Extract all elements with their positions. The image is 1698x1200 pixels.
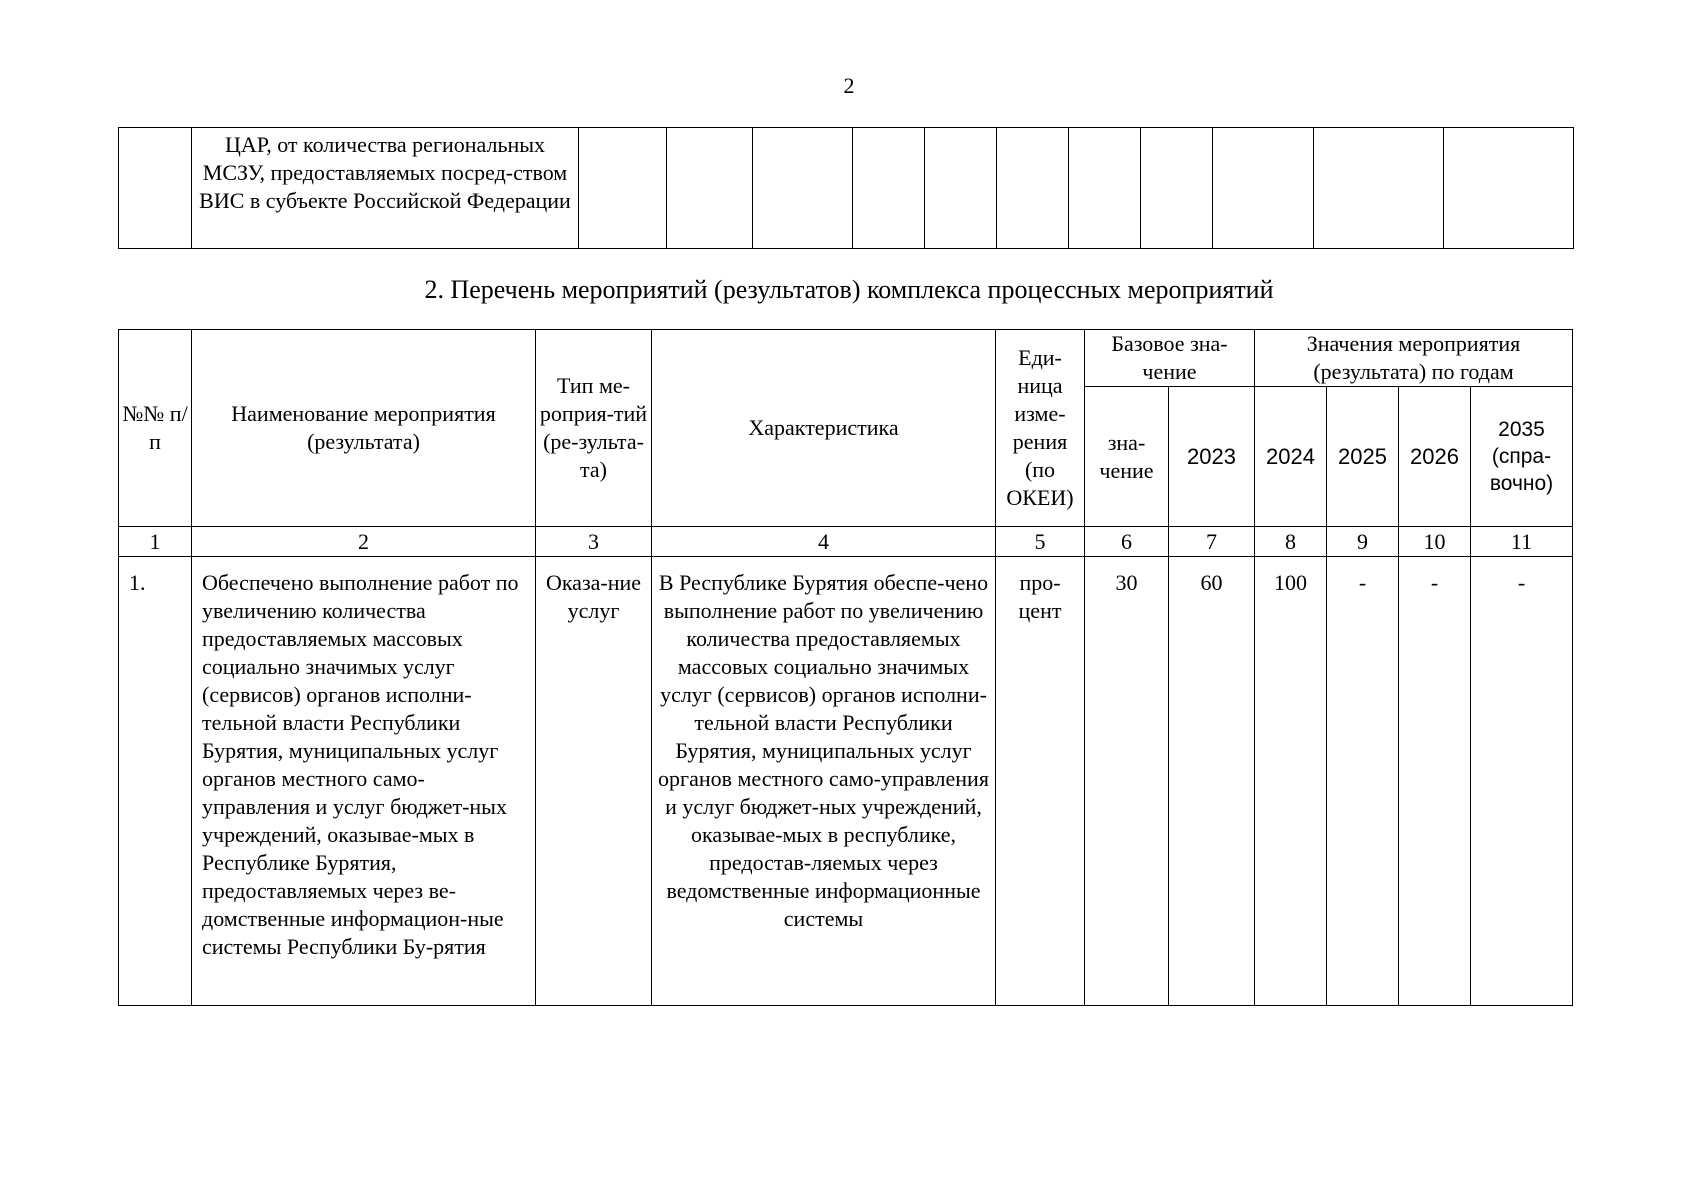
continuation-cell xyxy=(1314,128,1444,249)
column-number: 3 xyxy=(536,527,652,557)
continuation-cell xyxy=(579,128,667,249)
header-row-1 xyxy=(119,330,1573,387)
header-year-2024: 2024 xyxy=(1255,387,1327,527)
row-characteristic: В Республике Бурятия обеспе-чено выполнение работ по увеличению количества предоставляемых массовых социально значимых услуг (сервисов) органов исполни-тельной власти Республики Бурятия, муниципальных услуг органов местного само-управления и услуг бюджет-ных учреждений, оказывае-мых в республике, предостав-ляемых через ведомственные информационные системы xyxy=(652,557,996,1006)
continuation-cell-num xyxy=(119,128,192,249)
column-number: 6 xyxy=(1085,527,1169,557)
header-type: Тип ме-роприя-тий (ре-зульта-та) xyxy=(536,330,652,527)
continuation-cell xyxy=(925,128,997,249)
continuation-cell xyxy=(667,128,753,249)
continuation-cell xyxy=(753,128,853,249)
column-number: 4 xyxy=(652,527,996,557)
header-year-2026: 2026 xyxy=(1399,387,1471,527)
header-unit: Еди-ница изме-рения (по ОКЕИ) xyxy=(996,330,1085,527)
row-value-2035: - xyxy=(1471,557,1573,1006)
column-number: 1 xyxy=(119,527,192,557)
continuation-cell xyxy=(1213,128,1314,249)
continuation-cell xyxy=(997,128,1069,249)
row-value-2026: - xyxy=(1399,557,1471,1006)
row-name: Обеспечено выполнение работ по увеличению количества предоставляемых массовых социально значимых услуг (сервисов) органов исполни-тельной власти Республики Бурятия, муниципальных услуг органов местного само-управления и услуг бюджет-ных учреждений, оказывае-мых в Республике Бурятия, предоставляемых через ве-домственные информацион-ные системы Республики Бу-рятия xyxy=(192,557,536,1006)
table-row xyxy=(119,557,1573,1006)
row-base-value: 30 xyxy=(1085,557,1169,1006)
column-number: 7 xyxy=(1169,527,1255,557)
continuation-cell xyxy=(1141,128,1213,249)
continuation-cell-text: ЦАР, от количества региональных МСЗУ, предоставляемых посред-ством ВИС в субъекте Российской Федерации xyxy=(192,128,579,249)
header-year-2025: 2025 xyxy=(1327,387,1399,527)
activities-table xyxy=(118,329,1573,1006)
column-number: 10 xyxy=(1399,527,1471,557)
header-year-2035: 2035 (спра-вочно) xyxy=(1471,387,1573,527)
row-unit: про-цент xyxy=(996,557,1085,1006)
continuation-cell xyxy=(1444,128,1574,249)
header-base: Базовое зна-чение xyxy=(1085,330,1255,387)
row-type: Оказа-ние услуг xyxy=(536,557,652,1006)
header-years-group: Значения мероприятия (результата) по годам xyxy=(1255,330,1573,387)
header-num: №№ п/п xyxy=(119,330,192,527)
row-base-2023: 60 xyxy=(1169,557,1255,1006)
continuation-cell xyxy=(853,128,925,249)
column-number: 5 xyxy=(996,527,1085,557)
column-number-row xyxy=(119,527,1573,557)
row-value-2025: - xyxy=(1327,557,1399,1006)
column-number: 2 xyxy=(192,527,536,557)
column-number: 8 xyxy=(1255,527,1327,557)
column-number: 9 xyxy=(1327,527,1399,557)
row-value-2024: 100 xyxy=(1255,557,1327,1006)
header-name: Наименование мероприятия (результата) xyxy=(192,330,536,527)
page-number: 2 xyxy=(843,73,855,98)
column-number: 11 xyxy=(1471,527,1573,557)
row-num: 1. xyxy=(119,557,192,1006)
section-heading: 2. Перечень мероприятий (результатов) комплекса процессных мероприятий xyxy=(424,275,1274,304)
continuation-table xyxy=(118,127,1574,249)
header-characteristic: Характеристика xyxy=(652,330,996,527)
header-base-value: зна-чение xyxy=(1085,387,1169,527)
continuation-row xyxy=(119,128,1574,249)
header-base-year: 2023 xyxy=(1169,387,1255,527)
continuation-cell xyxy=(1069,128,1141,249)
